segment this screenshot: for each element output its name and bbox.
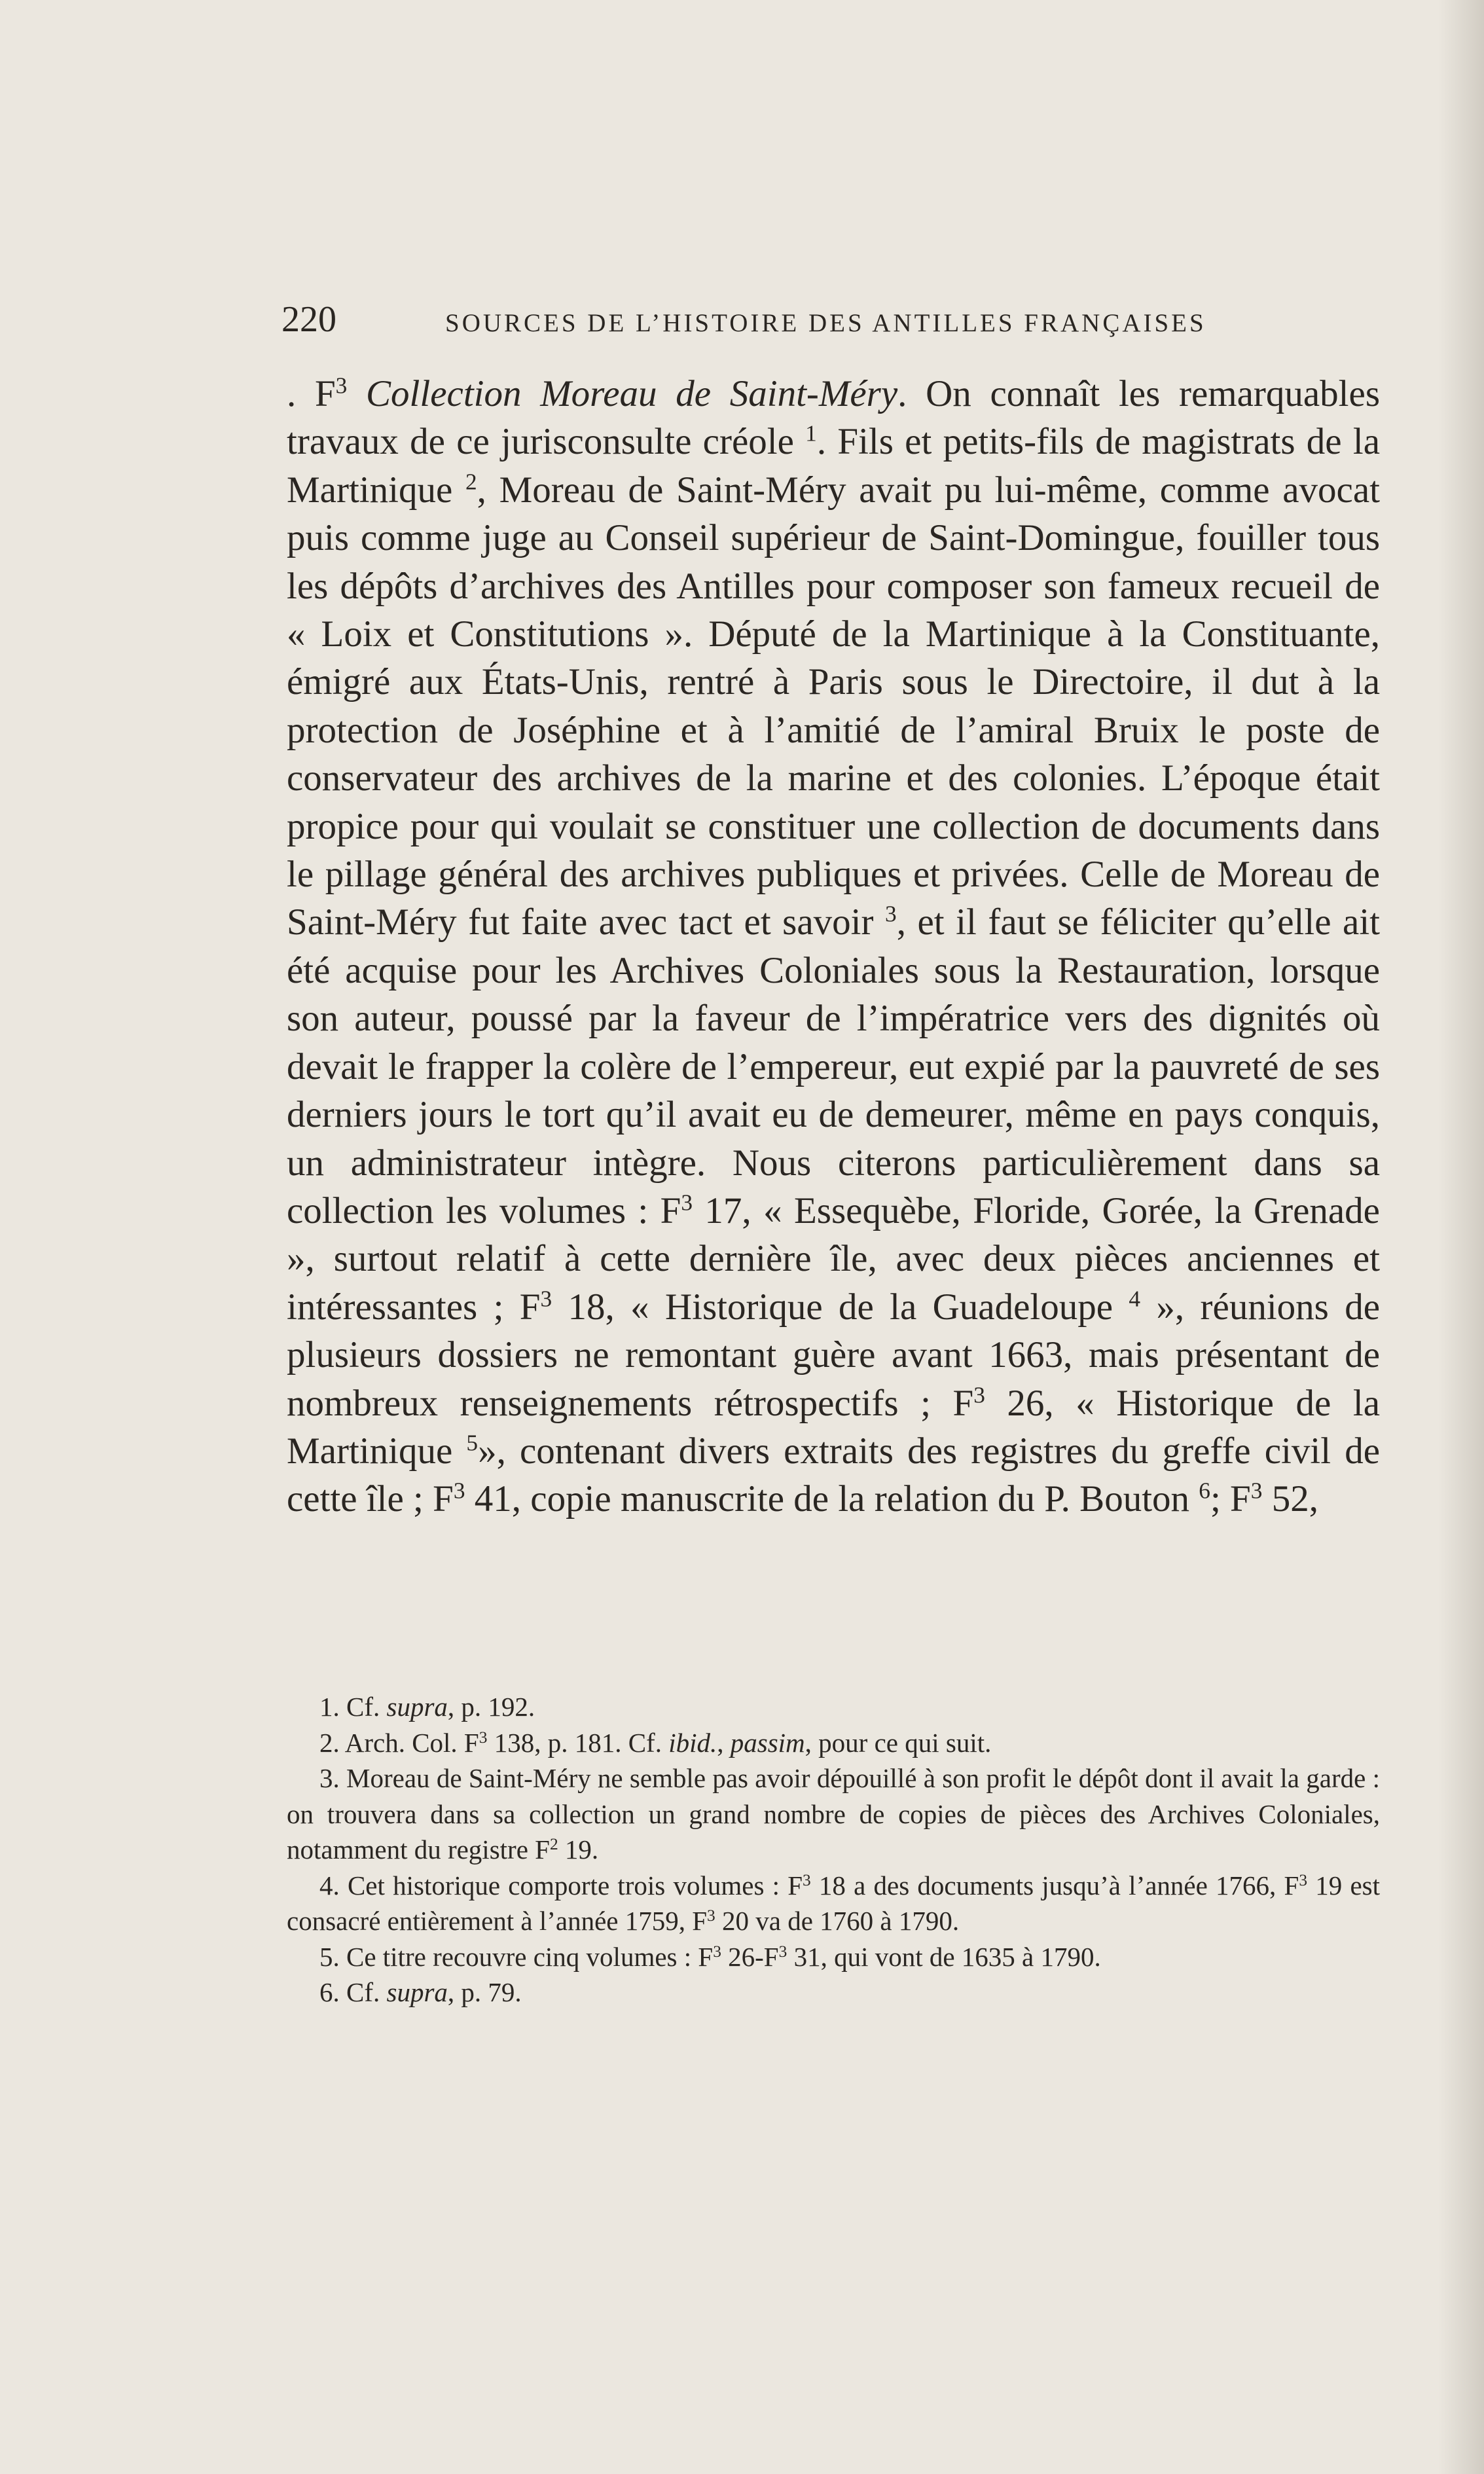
running-head-title: SOURCES DE L’HISTOIRE DES ANTILLES FRANÇAISES xyxy=(445,309,1206,337)
running-head xyxy=(281,293,1378,346)
note-ref: 5 xyxy=(466,1430,479,1456)
page-edge-shadow xyxy=(1438,0,1484,2474)
note-ref: 3 xyxy=(885,901,897,928)
footnotes xyxy=(287,1689,1380,2010)
footnote-6: 6. Cf. supra, p. 79. xyxy=(319,1977,522,2007)
note-ref: 2 xyxy=(465,469,477,495)
footnote-3: 3. Moreau de Saint-Méry ne semble pas avoir dépouillé à son profit le dépôt dont il avait la garde : on trouvera dans sa collection un grand nombre de copies de pièces des Archives Coloniales, notamment du registre $F^2$ 19. xyxy=(287,1763,1380,1865)
footnote-4: 4. Cet historique comporte trois volumes : $F^3$ 18 a des documents jusqu’à l’année 1766, $F^3$ 19 est consacré entièrement à l’année 1759, $F^3$ 20 va de 1760 à 1790. xyxy=(287,1870,1380,1936)
footnote-5: 5. Ce titre recouvre cinq volumes : $F^3$ $26-F^3$ 31, qui vont de 1635 à 1790. xyxy=(319,1941,1101,1972)
note-ref: 4 xyxy=(1129,1286,1141,1312)
main-text xyxy=(287,370,1380,1523)
page-number: 220 xyxy=(281,299,336,340)
note-ref: 1 xyxy=(805,420,817,446)
footnote-2: 2. Arch. Col. $F^3$ 138, p. 181. Cf. ibid., passim, pour ce qui suit. xyxy=(319,1727,992,1758)
collection-title: Collection Moreau de Saint-Méry xyxy=(366,373,898,414)
note-ref: 6 xyxy=(1199,1478,1210,1504)
footnote-1: 1. Cf. supra, p. 192. xyxy=(319,1692,535,1722)
paragraph: . $F^3$ Collection Moreau de Saint-Méry. On connaît les remarquables travaux de ce jurisconsulte créole $^1$. Fils et petits-fils de magistrats de la Martinique $^2$, Moreau de Saint-Méry avait pu lui-même, comme avocat puis comme juge au Conseil supérieur de Saint-Domingue, fouiller tous les dépôts d’archives des Antilles pour composer son fameux recueil de « Loix et Constitutions ». Député de la Martinique à la Constituante, émigré aux États-Unis, rentré à Paris sous le Directoire, il dut à la protection de Joséphine et à l’amitié de l’amiral Bruix le poste de conservateur des archives de la marine et des colonies. L’époque était propice pour qui voulait se constituer une collection de documents dans le pillage général des archives publiques et privées. Celle de Moreau de Saint-Méry fut faite avec tact et savoir $^3$, et il faut se féliciter qu’elle ait été acquise pour les Archives Coloniales sous la Restauration, lorsque son auteur, poussé par la faveur de l’impératrice vers des dignités où devait le frapper la colère de l’empereur, eut expié par la pauvreté de ses derniers jours le tort qu’il avait eu de demeurer, même en pays conquis, un administrateur intègre. Nous citerons particulièrement dans sa collection les volumes : $F^3$ 17, « Essequèbe, Floride, Gorée, la Grenade », surtout relatif à cette dernière île, avec deux pièces anciennes et intéressantes ; $F^3$ 18, « Historique de la Guadeloupe $^4$ », réunions de plusieurs dossiers ne remontant guère avant 1663, mais présentant de nombreux renseignements rétrospectifs ; $F^3$ 26, « Historique de la Martinique $^5$», contenant divers extraits des registres du greffe civil de cette île ; $F^3$ 41, copie manuscrite de la relation du P. Bouton $^6$; $F^3$ 52, xyxy=(287,373,1381,1520)
